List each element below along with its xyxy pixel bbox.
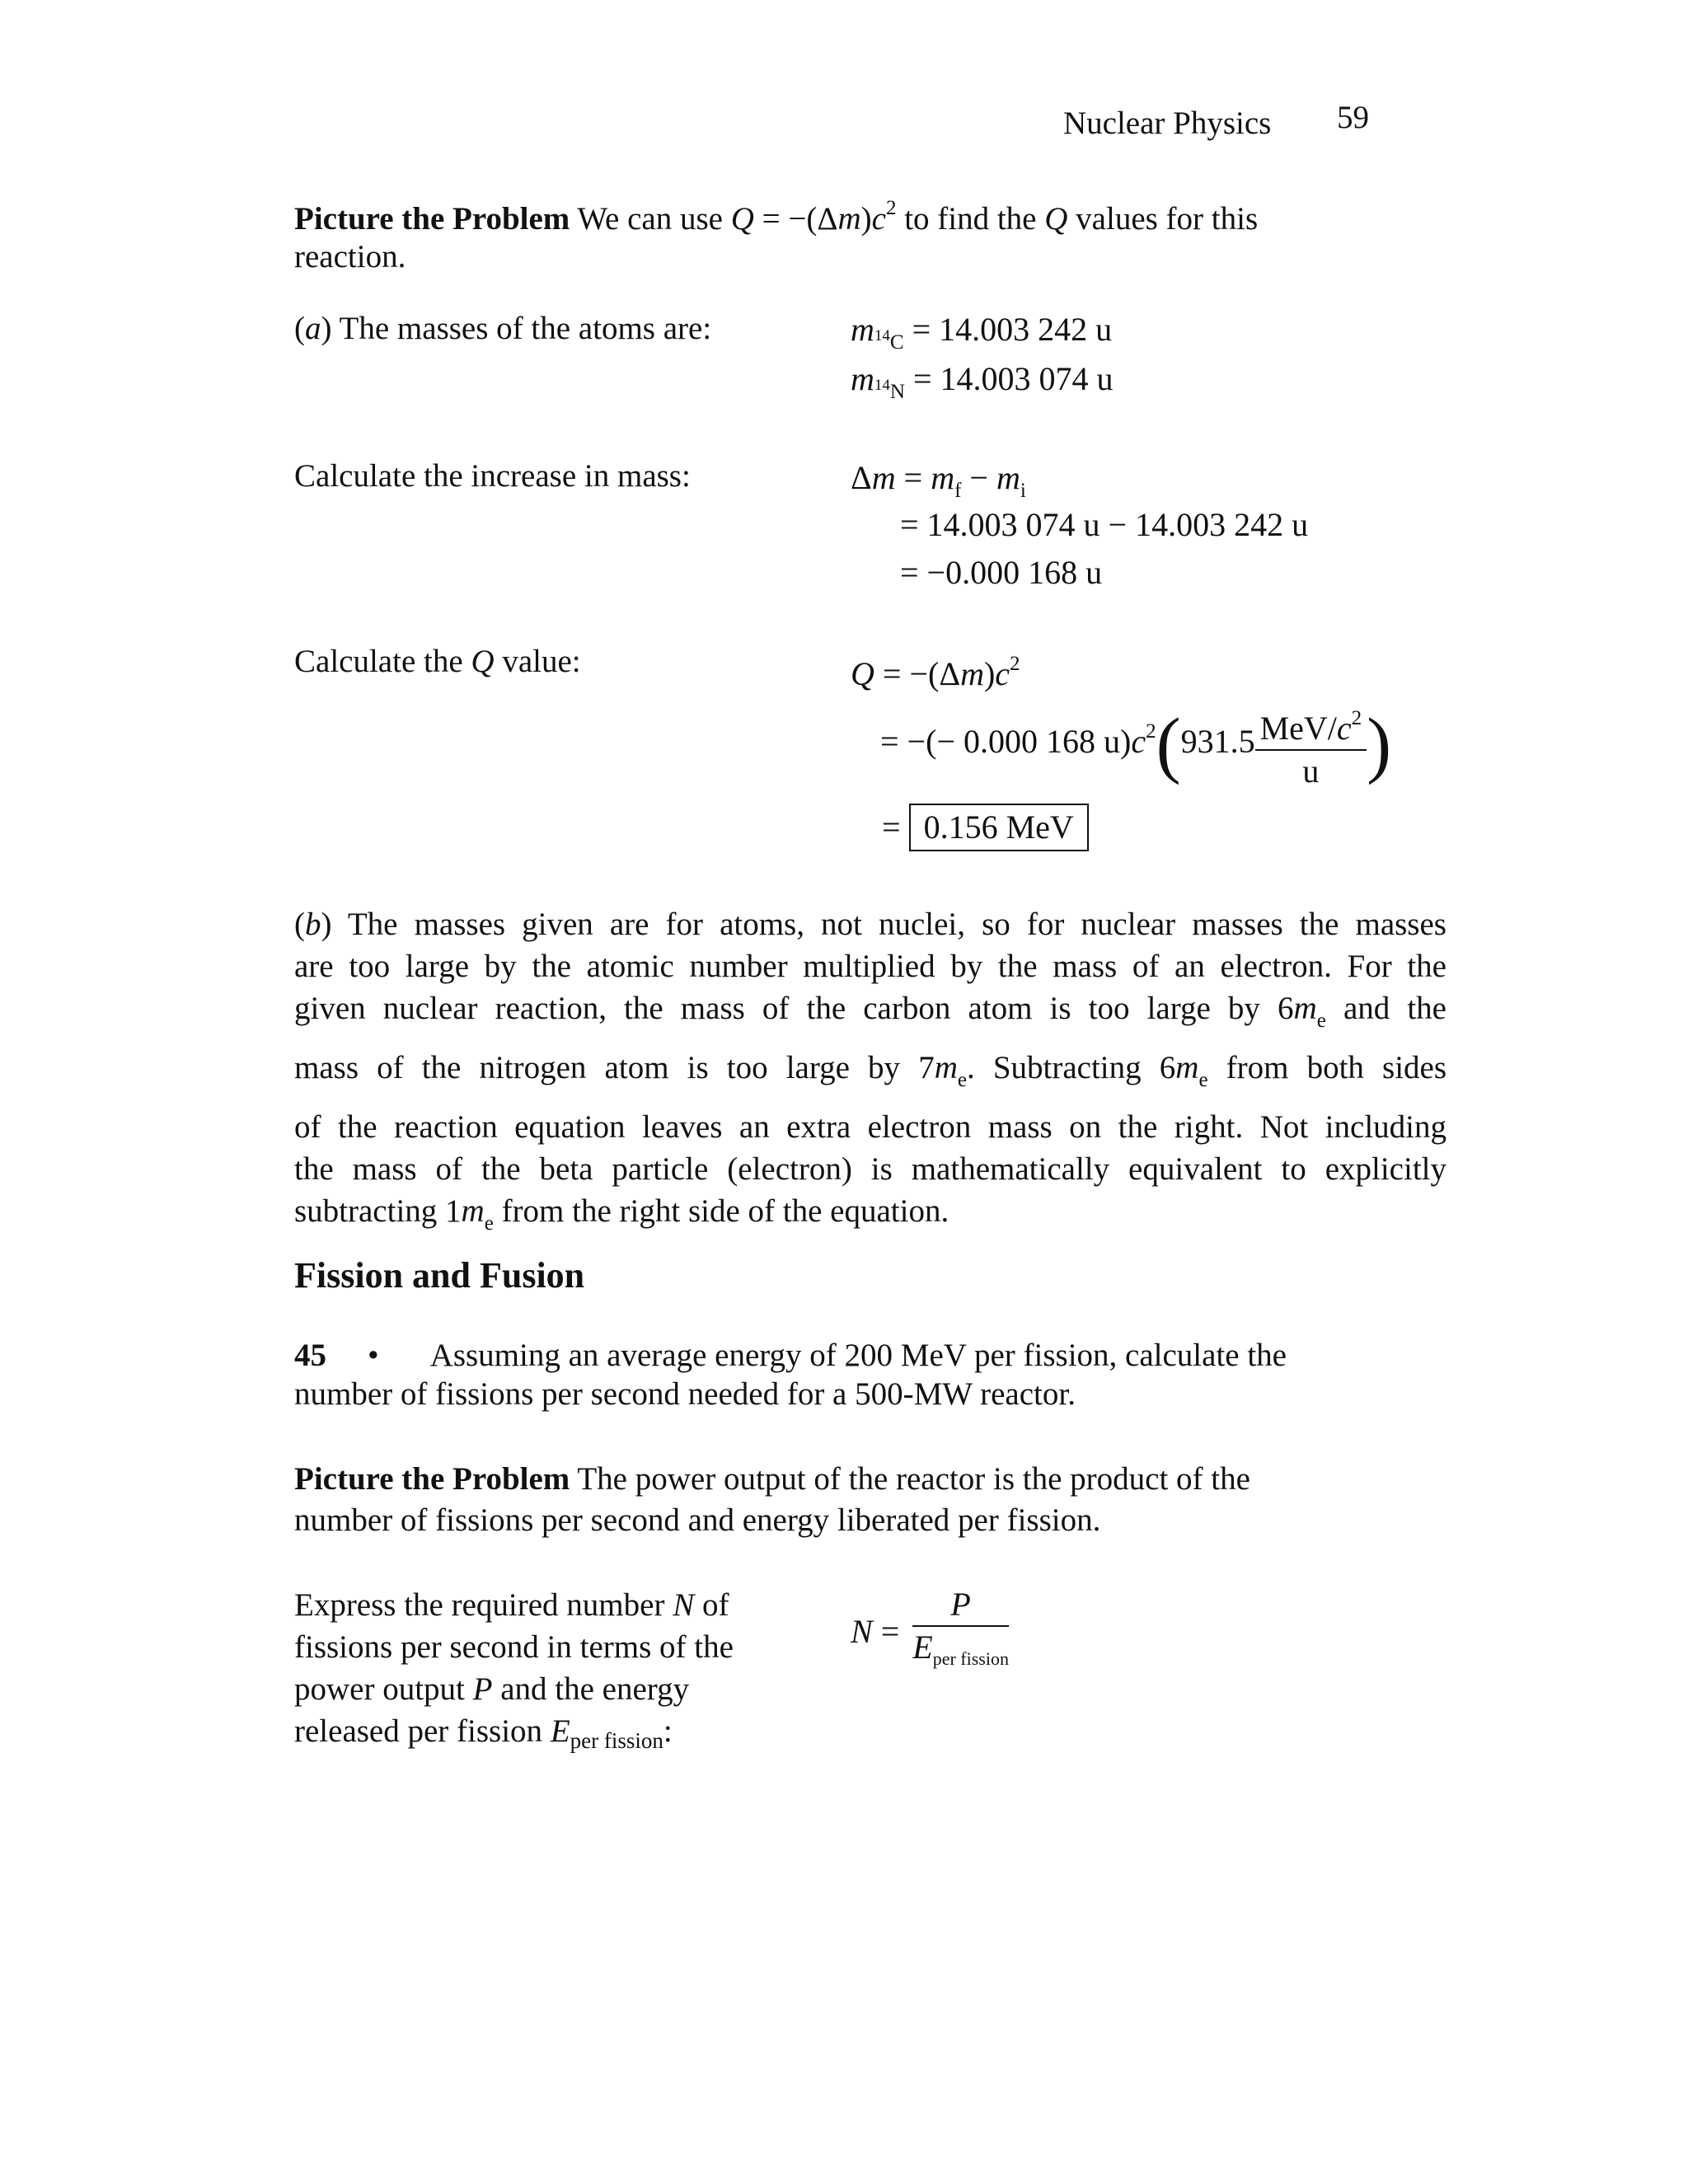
q-line3: = 0.156 MeV: [882, 803, 1089, 852]
picture-problem-1-line2: reaction.: [294, 239, 406, 274]
picture-problem-1: Picture the Problem We can use $Q = -(\Delta m)c^2$ to find the Q values for this: [294, 197, 1259, 237]
part-a-label: (a) The masses of the atoms are:: [294, 311, 712, 346]
increase-label: Calculate the increase in mass:: [294, 458, 691, 494]
picture-problem-label: Picture the Problem: [294, 201, 570, 237]
n-fraction: $\frac{P}{E_{per fission}}$: [912, 1586, 1009, 1669]
delta-m-line1: $\Delta m = m_f - m_i$: [851, 459, 1026, 502]
mass-n14: $m_{^{14}N} = 14.003$ 074 u: [851, 360, 1114, 403]
unit-fraction: $\frac{MeV/c^2}{u}$: [1255, 698, 1367, 792]
q-result-box: 0.156 MeV: [909, 804, 1089, 851]
problem-45-line2: number of fissions per second needed for a 500-MW reactor.: [294, 1376, 1076, 1412]
part-b-paragraph: (b) The masses given are for atoms, not nuclei, so for nuclear masses the masses are too large by the atomic number multiplied by the mass of an electron. For the given nuclear reaction, the mass of the carbon atom is too large by $6m_e$ and the mass of the nitrogen atom is too large by $7m_e$. Subtracting $6m_e$ from both sides of the reaction equation leaves an extra electron mass on the right. Not including the mass of the beta particle (electron) is mathematically equivalent to explicitly subtracting $1m_e$ from the right side of the equation.: [294, 907, 1447, 1235]
express-block: Express the required number N of fissions per second in terms of the power output P and the energy released per fission $E_{per fission}$:: [294, 1587, 734, 1753]
difficulty-bullet: •: [368, 1338, 379, 1373]
problem-45: 45 • Assuming an average energy of 200 MeV per fission, calculate the: [294, 1338, 1287, 1373]
n-equation: N = $\frac{P}{E_{per fission}}$: [851, 1584, 1009, 1680]
section-title: Fission and Fusion: [294, 1255, 585, 1296]
picture-problem-2-line2: number of fissions per second and energy liberated per fission.: [294, 1502, 1101, 1538]
header-title: Nuclear Physics: [1063, 105, 1272, 141]
mass-c14: $m_{^{14}C} = 14.003$ 242 u: [851, 311, 1113, 354]
running-header: [1063, 103, 1271, 144]
q-value-label: Calculate the Q value:: [294, 644, 581, 679]
picture-problem-2: Picture the Problem The power output of the reactor is the product of the: [294, 1461, 1250, 1497]
delta-m-line2: = 14.003 074 u − 14.003 242 u: [900, 506, 1309, 543]
delta-m-line3: = −0.000 168 u: [900, 554, 1103, 591]
q-line2: = −(− 0.000 168 $u)c^2(931.5$ $\frac{MeV/c^2}{u}$ ): [880, 691, 1391, 792]
q-equation: Q: [730, 201, 754, 237]
q-line1: $Q = -(\Delta m)c^2$: [851, 653, 1020, 692]
problem-number: 45: [294, 1338, 326, 1373]
page-number: 59: [1337, 100, 1369, 135]
